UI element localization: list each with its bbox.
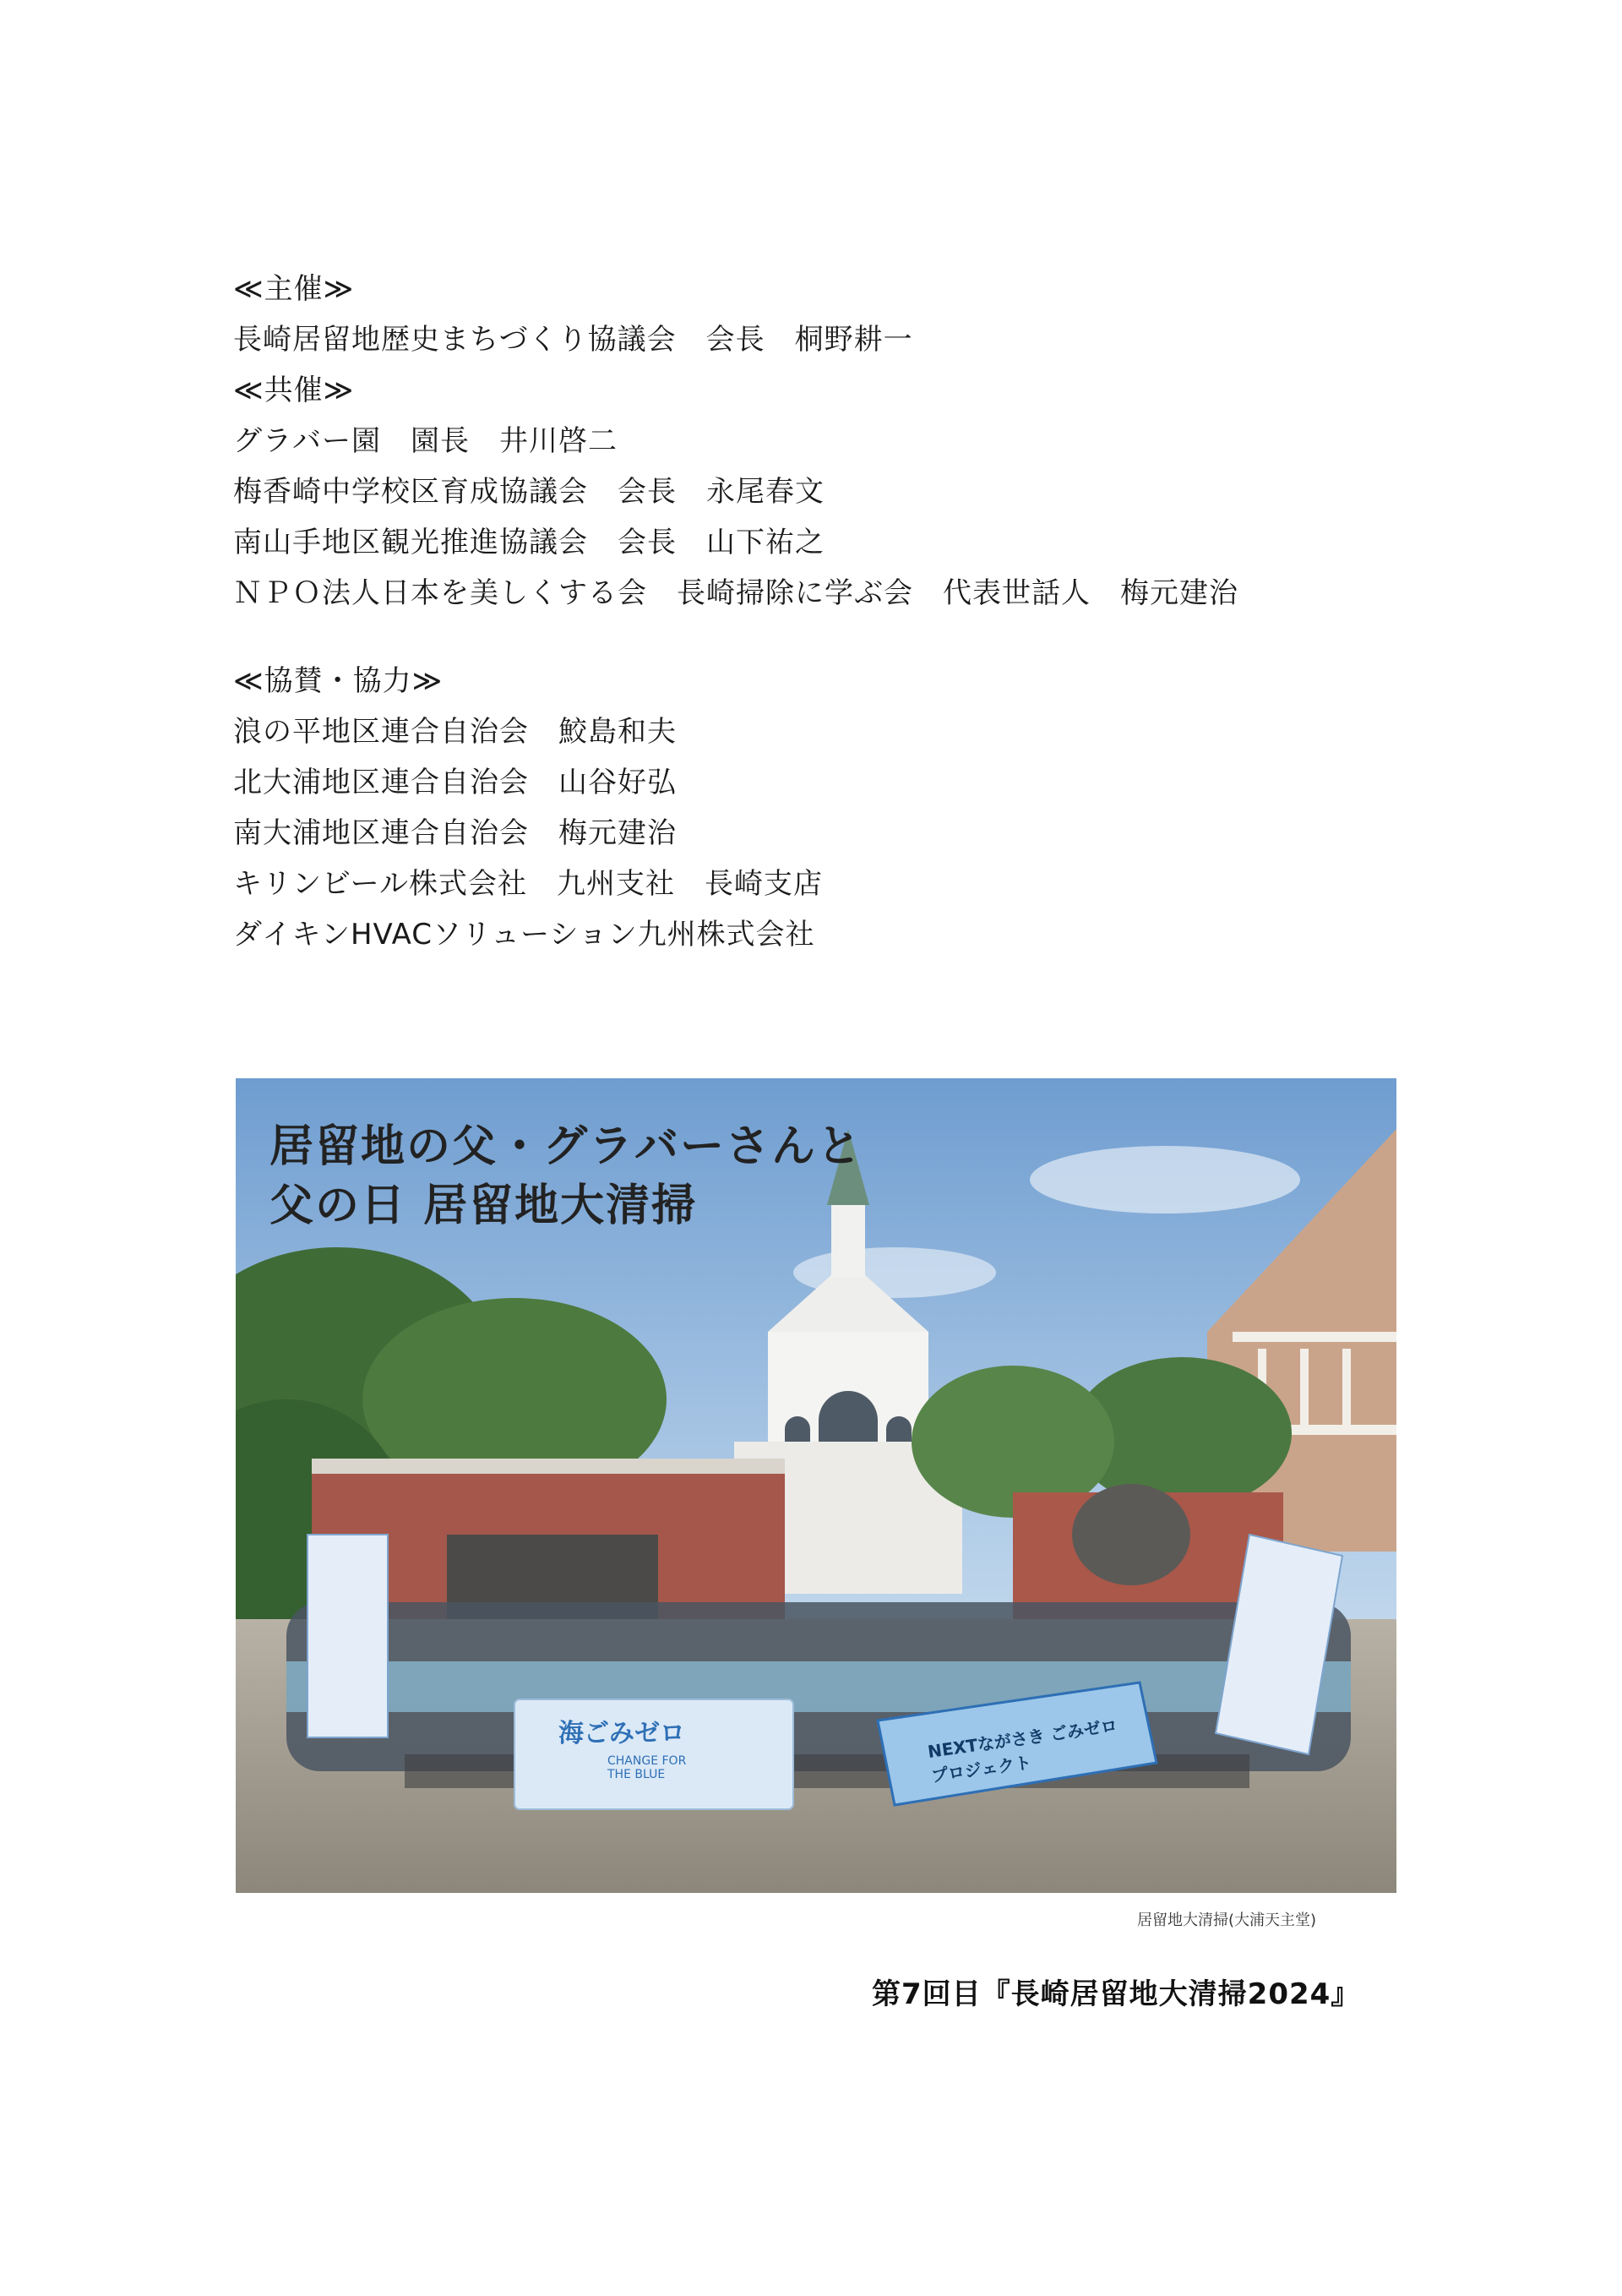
event-title: 第7回目『長崎居留地大清掃2024』 [872, 1977, 1361, 2011]
cohost-line: 梅香崎中学校区育成協議会 会長 永尾春文 [233, 475, 825, 509]
cohost-line: グラバー園 園長 井川啓二 [233, 424, 618, 458]
sponsor-line: 浪の平地区連合自治会 鮫島和夫 [233, 715, 677, 749]
credits-section [233, 264, 1416, 960]
host-line: 長崎居留地歴史まちづくり協議会 会長 桐野耕一 [233, 323, 913, 357]
photo-title-line: 父の日 居留地大清掃 [269, 1180, 698, 1231]
photo-title-line: 居留地の父・グラバーさんと [269, 1121, 863, 1172]
cohost-line: ＮＰＯ法人日本を美しくする会 長崎掃除に学ぶ会 代表世話人 梅元建治 [233, 576, 1238, 610]
group-photo [236, 1078, 1396, 1893]
sponsor-line: 南大浦地区連合自治会 梅元建治 [233, 816, 677, 850]
sponsor-line: キリンビール株式会社 九州支社 長崎支店 [233, 867, 823, 901]
cohost-line: 南山手地区観光推進協議会 会長 山下祐之 [233, 526, 825, 559]
photo-caption: 居留地大清掃(大浦天主堂) [1137, 1912, 1317, 1929]
banner-right-label: NEXTながさき ごみゼロプロジェクト [926, 1715, 1119, 1786]
banner-left-sub: CHANGE FOR THE BLUE [607, 1754, 687, 1781]
sponsor-heading: ≪協賛・協力≫ [233, 664, 444, 698]
banner-left-label: 海ごみゼロ [558, 1719, 685, 1748]
flag-left [308, 1535, 388, 1737]
crowd [286, 1602, 1351, 1788]
host-heading: ≪主催≫ [233, 272, 355, 306]
sponsor-line: ダイキンHVACソリューション九州株式会社 [233, 918, 815, 952]
cohost-heading: ≪共催≫ [233, 374, 355, 407]
sponsor-line: 北大浦地区連合自治会 山谷好弘 [233, 766, 677, 799]
photo-title [269, 1117, 863, 1235]
